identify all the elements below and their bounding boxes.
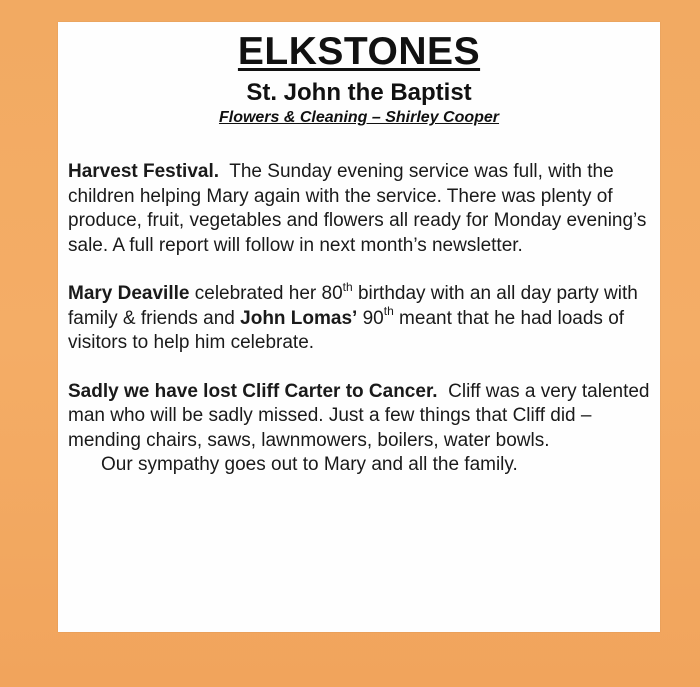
obituary-paragraph xyxy=(68,380,653,454)
birthday-text-3: 90 xyxy=(362,307,384,329)
newsletter-column xyxy=(58,22,660,632)
mary-deaville-name: Mary Deaville xyxy=(68,283,190,304)
harvest-festival-paragraph xyxy=(68,160,653,258)
masthead xyxy=(58,30,660,128)
john-lomas-name: John Lomas’ xyxy=(240,307,358,329)
obituary-text: Cliff was a very talented man who will be sadly missed. Just a few things that Cliff did – mending chairs, saws, lawnmowers, boilers, water bowls. xyxy=(68,380,650,451)
byline: Flowers & Cleaning – Shirley Cooper xyxy=(218,109,500,126)
ordinal-suffix-2: th xyxy=(383,304,394,319)
harvest-festival-text: The Sunday evening service was full, with the children helping Mary again with the service. There was plenty of produce, fruit, vegetables and flowers all ready for Monday evening’s sale. A full report will follow in next month’s newsletter. xyxy=(68,161,647,256)
article-body xyxy=(68,160,653,478)
birthday-text-4: meant that he had loads of visitors to help him celebrate. xyxy=(68,307,625,353)
ordinal-suffix-1: th xyxy=(342,279,353,294)
birthday-text-2: birthday with an all day party with family & friends and xyxy=(68,283,638,329)
obituary-heading: Sadly we have lost Cliff Carter to Cancer. xyxy=(68,380,438,402)
birthdays-paragraph xyxy=(68,279,653,356)
harvest-festival-heading: Harvest Festival. xyxy=(68,161,220,182)
birthday-text-1: celebrated her 80 xyxy=(194,283,343,304)
sympathy-line: Our sympathy goes out to Mary and all the family. xyxy=(101,454,518,475)
church-name: St. John the Baptist xyxy=(246,79,472,106)
village-title: ELKSTONES xyxy=(237,30,481,73)
